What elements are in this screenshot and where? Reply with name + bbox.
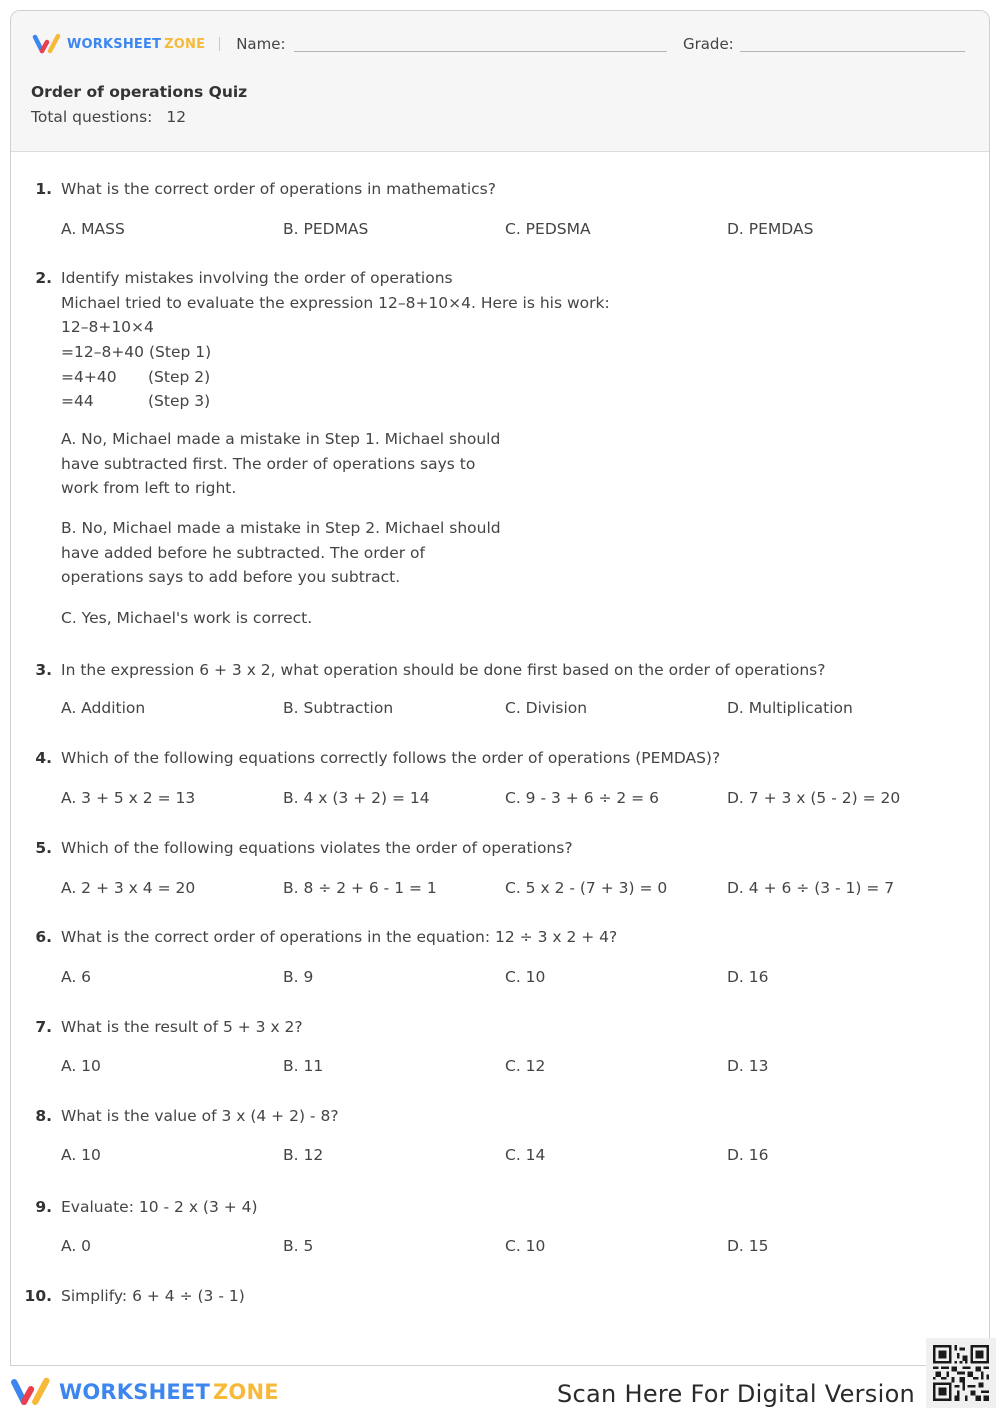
option-c[interactable]: C. 5 x 2 - (7 + 3) = 0	[505, 879, 668, 897]
page-footer	[0, 1366, 1000, 1414]
total-questions	[31, 108, 186, 126]
option-c[interactable]: C. PEDSMA	[505, 220, 591, 238]
option-d[interactable]: D. PEMDAS	[727, 220, 814, 238]
question-text: Which of the following equations correctly follows the order of operations (PEMDAS)?	[61, 749, 721, 767]
options-row	[61, 968, 961, 988]
brand-name-part1: WORKSHEET	[67, 36, 162, 52]
option-b[interactable]: B. No, Michael made a mistake in Step 2. Michael should have added before he subtracted. The order of operations says to add before you subtract.	[61, 519, 501, 586]
question-number: 5.	[35, 839, 52, 857]
question-number: 4.	[35, 749, 52, 767]
option-d[interactable]: D. 16	[727, 1146, 769, 1164]
grade-field[interactable]	[740, 51, 965, 52]
question-number: 7.	[35, 1018, 52, 1036]
options-row	[61, 789, 961, 809]
option-b[interactable]: B. PEDMAS	[283, 220, 369, 238]
step-label: (Step 1)	[148, 343, 212, 361]
work-step-2	[61, 368, 211, 386]
option-c[interactable]: C. 12	[505, 1057, 546, 1075]
header-row	[32, 32, 965, 56]
option-d[interactable]: D. 4 + 6 ÷ (3 - 1) = 7	[727, 879, 895, 897]
worksheet-page	[10, 10, 990, 1366]
question-text: Which of the following equations violates the order of operations?	[61, 839, 573, 857]
question-text: Evaluate: 10 - 2 x (3 + 4)	[61, 1198, 258, 1216]
work-step-3	[61, 392, 211, 410]
option-a[interactable]: A. MASS	[61, 220, 125, 238]
option-c[interactable]: C. 10	[505, 968, 546, 986]
option-a[interactable]: A. 6	[61, 968, 92, 986]
question-number: 10.	[24, 1287, 52, 1305]
options-row	[61, 1057, 961, 1077]
question-number: 9.	[35, 1198, 52, 1216]
step-expression: =44	[61, 392, 94, 410]
step-label: (Step 3)	[148, 392, 211, 410]
question-text: What is the value of 3 x (4 + 2) - 8?	[61, 1107, 339, 1125]
question-number: 3.	[35, 661, 52, 679]
option-d[interactable]: D. Multiplication	[727, 699, 853, 717]
option-a[interactable]: A. 2 + 3 x 4 = 20	[61, 879, 196, 897]
step-expression: =12–8+40	[61, 343, 145, 361]
option-d[interactable]: D. 15	[727, 1237, 769, 1255]
brand-name-part1: WORKSHEET	[59, 1380, 210, 1404]
qr-code-pattern	[933, 1345, 989, 1401]
option-c[interactable]: C. Division	[505, 699, 588, 717]
brand-name-part2: ZONE	[164, 36, 206, 52]
question-body-line: 12–8+10×4	[61, 318, 154, 336]
question-number: 6.	[35, 928, 52, 946]
option-b[interactable]: B. 9	[283, 968, 314, 986]
options-row	[61, 220, 961, 240]
question-number: 1.	[35, 180, 52, 198]
option-b[interactable]: B. 12	[283, 1146, 324, 1164]
option-c[interactable]: C. 9 - 3 + 6 ÷ 2 = 6	[505, 789, 659, 807]
option-a[interactable]: A. 10	[61, 1057, 101, 1075]
options-row	[61, 1237, 961, 1257]
question-text: Simplify: 6 + 4 ÷ (3 - 1)	[61, 1287, 245, 1305]
worksheet-header	[11, 11, 989, 152]
worksheet-zone-logo-icon	[10, 1376, 52, 1408]
question-body-line: Michael tried to evaluate the expression 12–8+10×4. Here is his work:	[61, 294, 610, 312]
grade-label: Grade:	[682, 35, 734, 53]
option-d[interactable]: D. 7 + 3 x (5 - 2) = 20	[727, 789, 901, 807]
question-text: In the expression 6 + 3 x 2, what operation should be done first based on the order of operations?	[61, 661, 826, 679]
scan-digital-version-text: Scan Here For Digital Version	[557, 1380, 916, 1408]
divider	[219, 37, 220, 51]
question-number: 8.	[35, 1107, 52, 1125]
option-d[interactable]: D. 13	[727, 1057, 769, 1075]
total-questions-value: 12	[166, 108, 187, 126]
step-label: (Step 2)	[148, 368, 211, 386]
question-text: What is the correct order of operations in the equation: 12 ÷ 3 x 2 + 4?	[61, 928, 618, 946]
option-c[interactable]: C. Yes, Michael's work is correct.	[61, 609, 313, 627]
footer-brand-logo[interactable]	[10, 1376, 279, 1408]
option-a[interactable]: A. 3 + 5 x 2 = 13	[61, 789, 196, 807]
worksheet-zone-logo-icon	[32, 33, 62, 55]
option-a[interactable]: A. 0	[61, 1237, 92, 1255]
brand-logo[interactable]	[32, 33, 205, 55]
work-step-1	[61, 343, 211, 361]
question-text: What is the result of 5 + 3 x 2?	[61, 1018, 303, 1036]
question-text: What is the correct order of operations in mathematics?	[61, 180, 496, 198]
name-field[interactable]	[294, 51, 667, 52]
brand-name-part2: ZONE	[212, 1380, 279, 1404]
option-d[interactable]: D. 16	[727, 968, 769, 986]
qr-code-icon[interactable]	[926, 1338, 996, 1408]
brand-name	[67, 37, 205, 52]
option-a[interactable]: A. Addition	[61, 699, 146, 717]
option-b[interactable]: B. 11	[283, 1057, 324, 1075]
option-b[interactable]: B. 5	[283, 1237, 314, 1255]
option-b[interactable]: B. 4 x (3 + 2) = 14	[283, 789, 430, 807]
step-expression: =4+40	[61, 368, 117, 386]
question-number: 2.	[35, 269, 52, 287]
question-text: Identify mistakes involving the order of operations	[61, 269, 453, 287]
option-a[interactable]: A. 10	[61, 1146, 101, 1164]
brand-name	[59, 1380, 279, 1404]
option-b[interactable]: B. Subtraction	[283, 699, 394, 717]
option-c[interactable]: C. 14	[505, 1146, 546, 1164]
quiz-title: Order of operations Quiz	[31, 83, 248, 101]
total-questions-label: Total questions:	[31, 108, 153, 126]
options-row	[61, 1146, 961, 1166]
option-b[interactable]: B. 8 ÷ 2 + 6 - 1 = 1	[283, 879, 437, 897]
options-row	[61, 699, 961, 719]
options-row	[61, 879, 961, 899]
option-a[interactable]: A. No, Michael made a mistake in Step 1. Michael should have subtracted first. The order of operations says to work from left to right.	[61, 430, 501, 497]
name-label: Name:	[236, 35, 286, 53]
option-c[interactable]: C. 10	[505, 1237, 546, 1255]
